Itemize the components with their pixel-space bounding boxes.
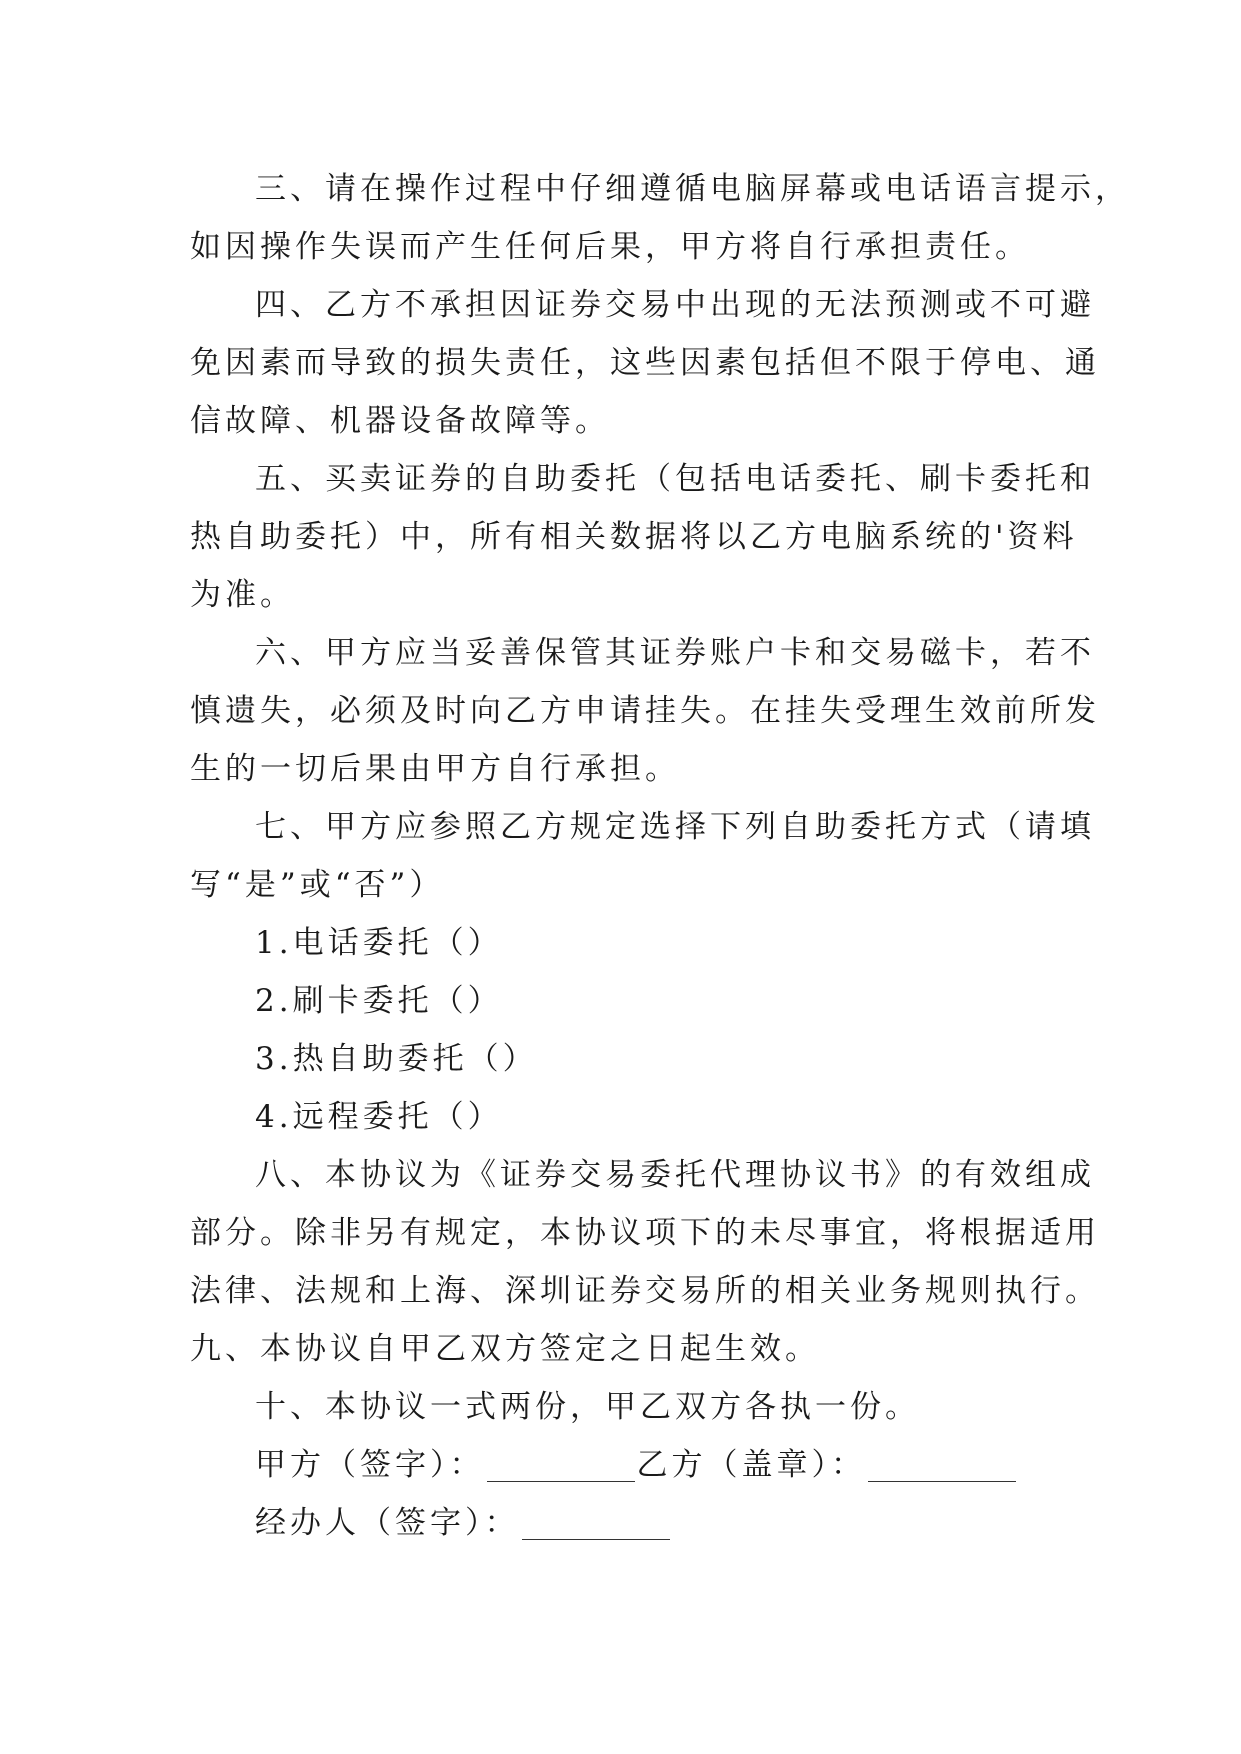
option-self-service-entrust: 3.热自助委托（） (255, 1041, 538, 1077)
clause-9: 九、本协议自甲乙双方签定之日起生效。 (190, 1331, 820, 1367)
signature-row-parties (190, 1436, 1090, 1494)
option-card-entrust: 2.刷卡委托（） (255, 983, 503, 1019)
clause-5-line-2: 热自助委托）中，所有相关数据将以乙方电脑系统的'资料 (190, 519, 1078, 555)
signature-row-handler (190, 1494, 1090, 1552)
handler-label: 经办人（签字）： (255, 1505, 520, 1541)
clause-6-line-3: 生的一切后果由甲方自行承担。 (190, 751, 680, 787)
clause-5-line-1: 五、买卖证券的自助委托（包括电话委托、刷卡委托和 (255, 461, 1095, 497)
party-b-label: 乙方（盖章）： (636, 1447, 866, 1483)
party-b-seal-blank[interactable] (868, 1451, 1016, 1482)
clause-8-line-2: 部分。除非另有规定，本协议项下的未尽事宜，将根据适用 (190, 1215, 1100, 1251)
clause-8-line-1: 八、本协议为《证券交易委托代理协议书》的有效组成 (255, 1157, 1095, 1193)
option-remote-entrust: 4.远程委托（） (255, 1099, 503, 1135)
clause-6-line-1: 六、甲方应当妥善保管其证券账户卡和交易磁卡，若不 (255, 635, 1095, 671)
option-phone-entrust: 1.电话委托（） (255, 925, 503, 961)
clause-3-line-2: 如因操作失误而产生任何后果，甲方将自行承担责任。 (190, 229, 1030, 265)
clause-7-line-1: 七、甲方应参照乙方规定选择下列自助委托方式（请填 (255, 809, 1095, 845)
clause-6-line-2: 慎遗失，必须及时向乙方申请挂失。在挂失受理生效前所发 (190, 693, 1100, 729)
clause-10: 十、本协议一式两份，甲乙双方各执一份。 (255, 1389, 920, 1425)
handler-signature-blank[interactable] (522, 1509, 670, 1540)
party-a-signature-blank[interactable] (487, 1451, 635, 1482)
clause-8-line-3: 法律、法规和上海、深圳证券交易所的相关业务规则执行。 (190, 1273, 1100, 1309)
clause-3-line-1: 三、请在操作过程中仔细遵循电脑屏幕或电话语言提示， (255, 171, 1130, 207)
agreement-body (190, 160, 1130, 1552)
clause-4-line-1: 四、乙方不承担因证券交易中出现的无法预测或不可避 (255, 287, 1095, 323)
clause-4-line-3: 信故障、机器设备故障等。 (190, 403, 610, 439)
clause-7-line-2: 写“是”或“否”） (190, 867, 445, 903)
party-a-label: 甲方（签字）： (255, 1447, 485, 1483)
clause-5-line-3: 为准。 (190, 577, 295, 613)
clause-4-line-2: 免因素而导致的损失责任，这些因素包括但不限于停电、通 (190, 345, 1100, 381)
